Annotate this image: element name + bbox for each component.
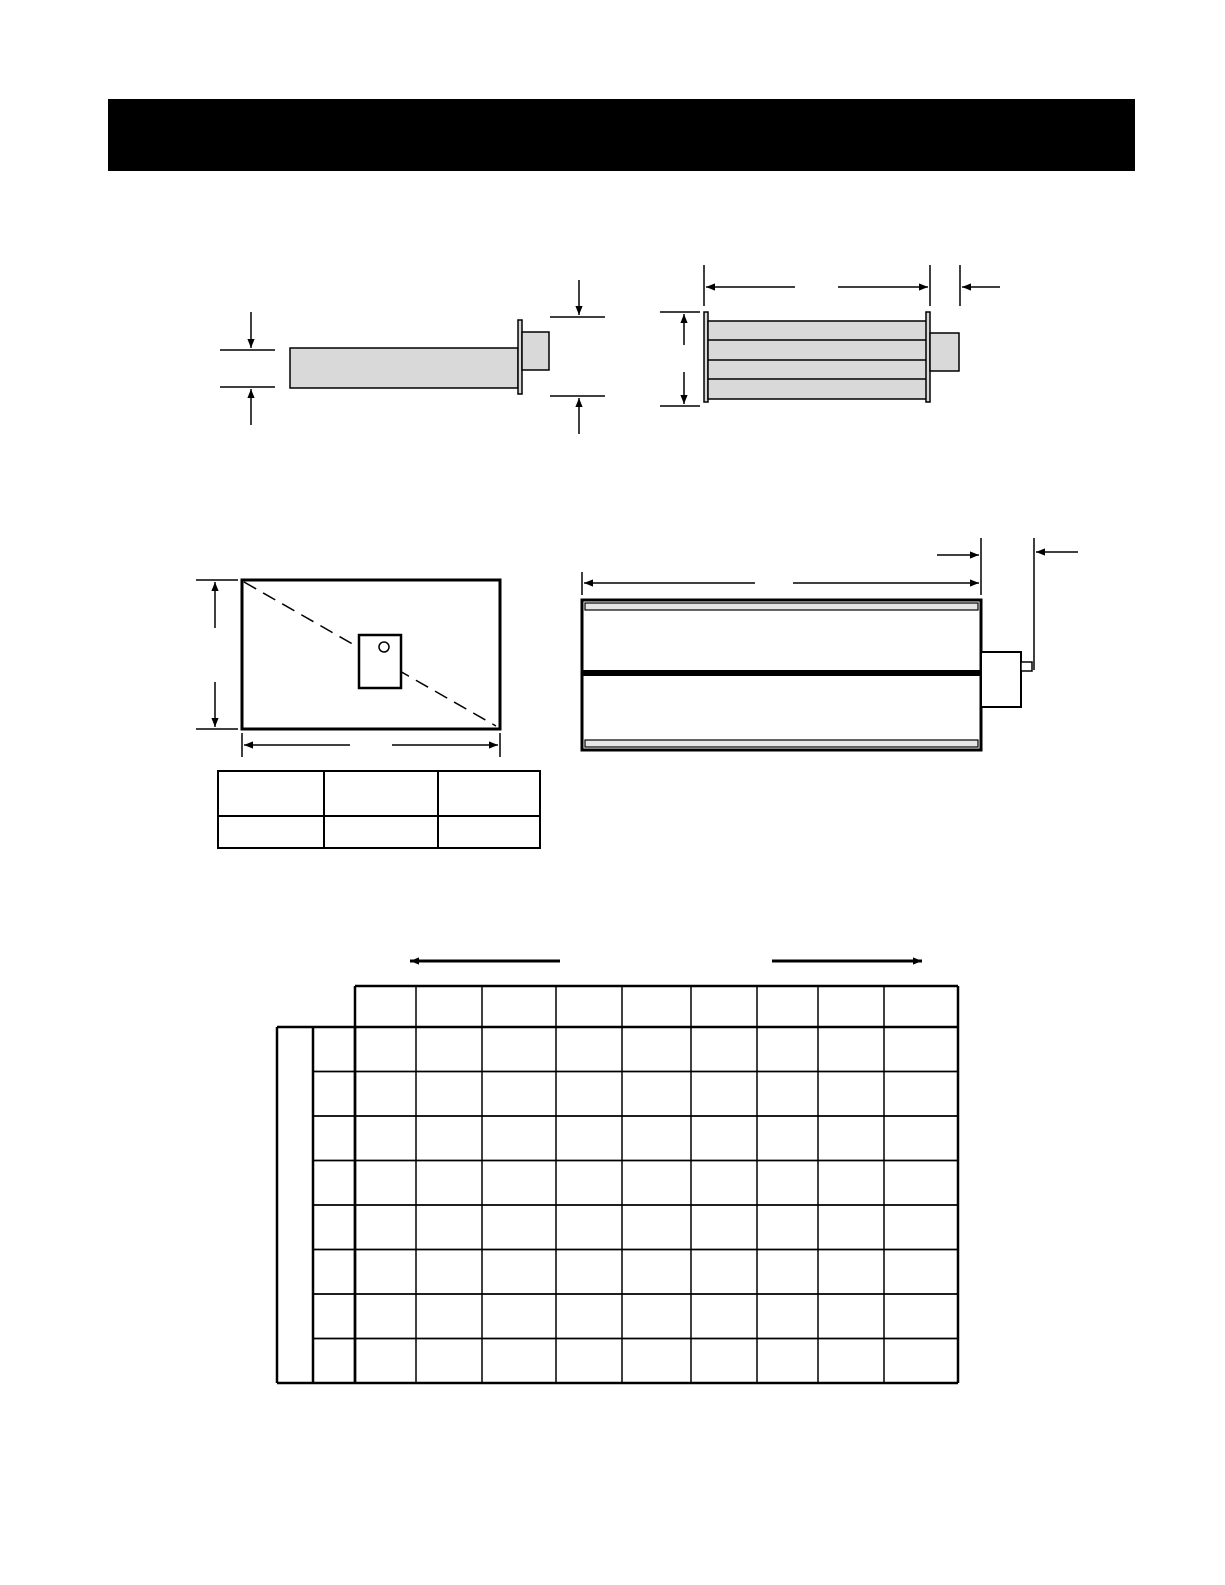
small-table — [218, 771, 540, 848]
tube-collar — [522, 332, 549, 370]
small-table-border — [218, 771, 540, 848]
tube-body — [290, 348, 518, 388]
box-top-view-drawing — [196, 580, 500, 757]
box-side-middle-divider — [582, 670, 981, 676]
box-inner-hole — [379, 642, 389, 652]
box-side-motor — [981, 652, 1021, 707]
front-collar — [930, 333, 959, 371]
box-side-view-drawing — [582, 538, 1078, 750]
box-side-top-stripe — [585, 603, 978, 610]
box-side-bottom-stripe — [585, 740, 978, 747]
grid-table — [277, 986, 958, 1383]
box-side-shaft — [1021, 662, 1032, 671]
tube-side-view-drawing — [220, 280, 605, 434]
tube-front-view-drawing — [660, 265, 1000, 406]
